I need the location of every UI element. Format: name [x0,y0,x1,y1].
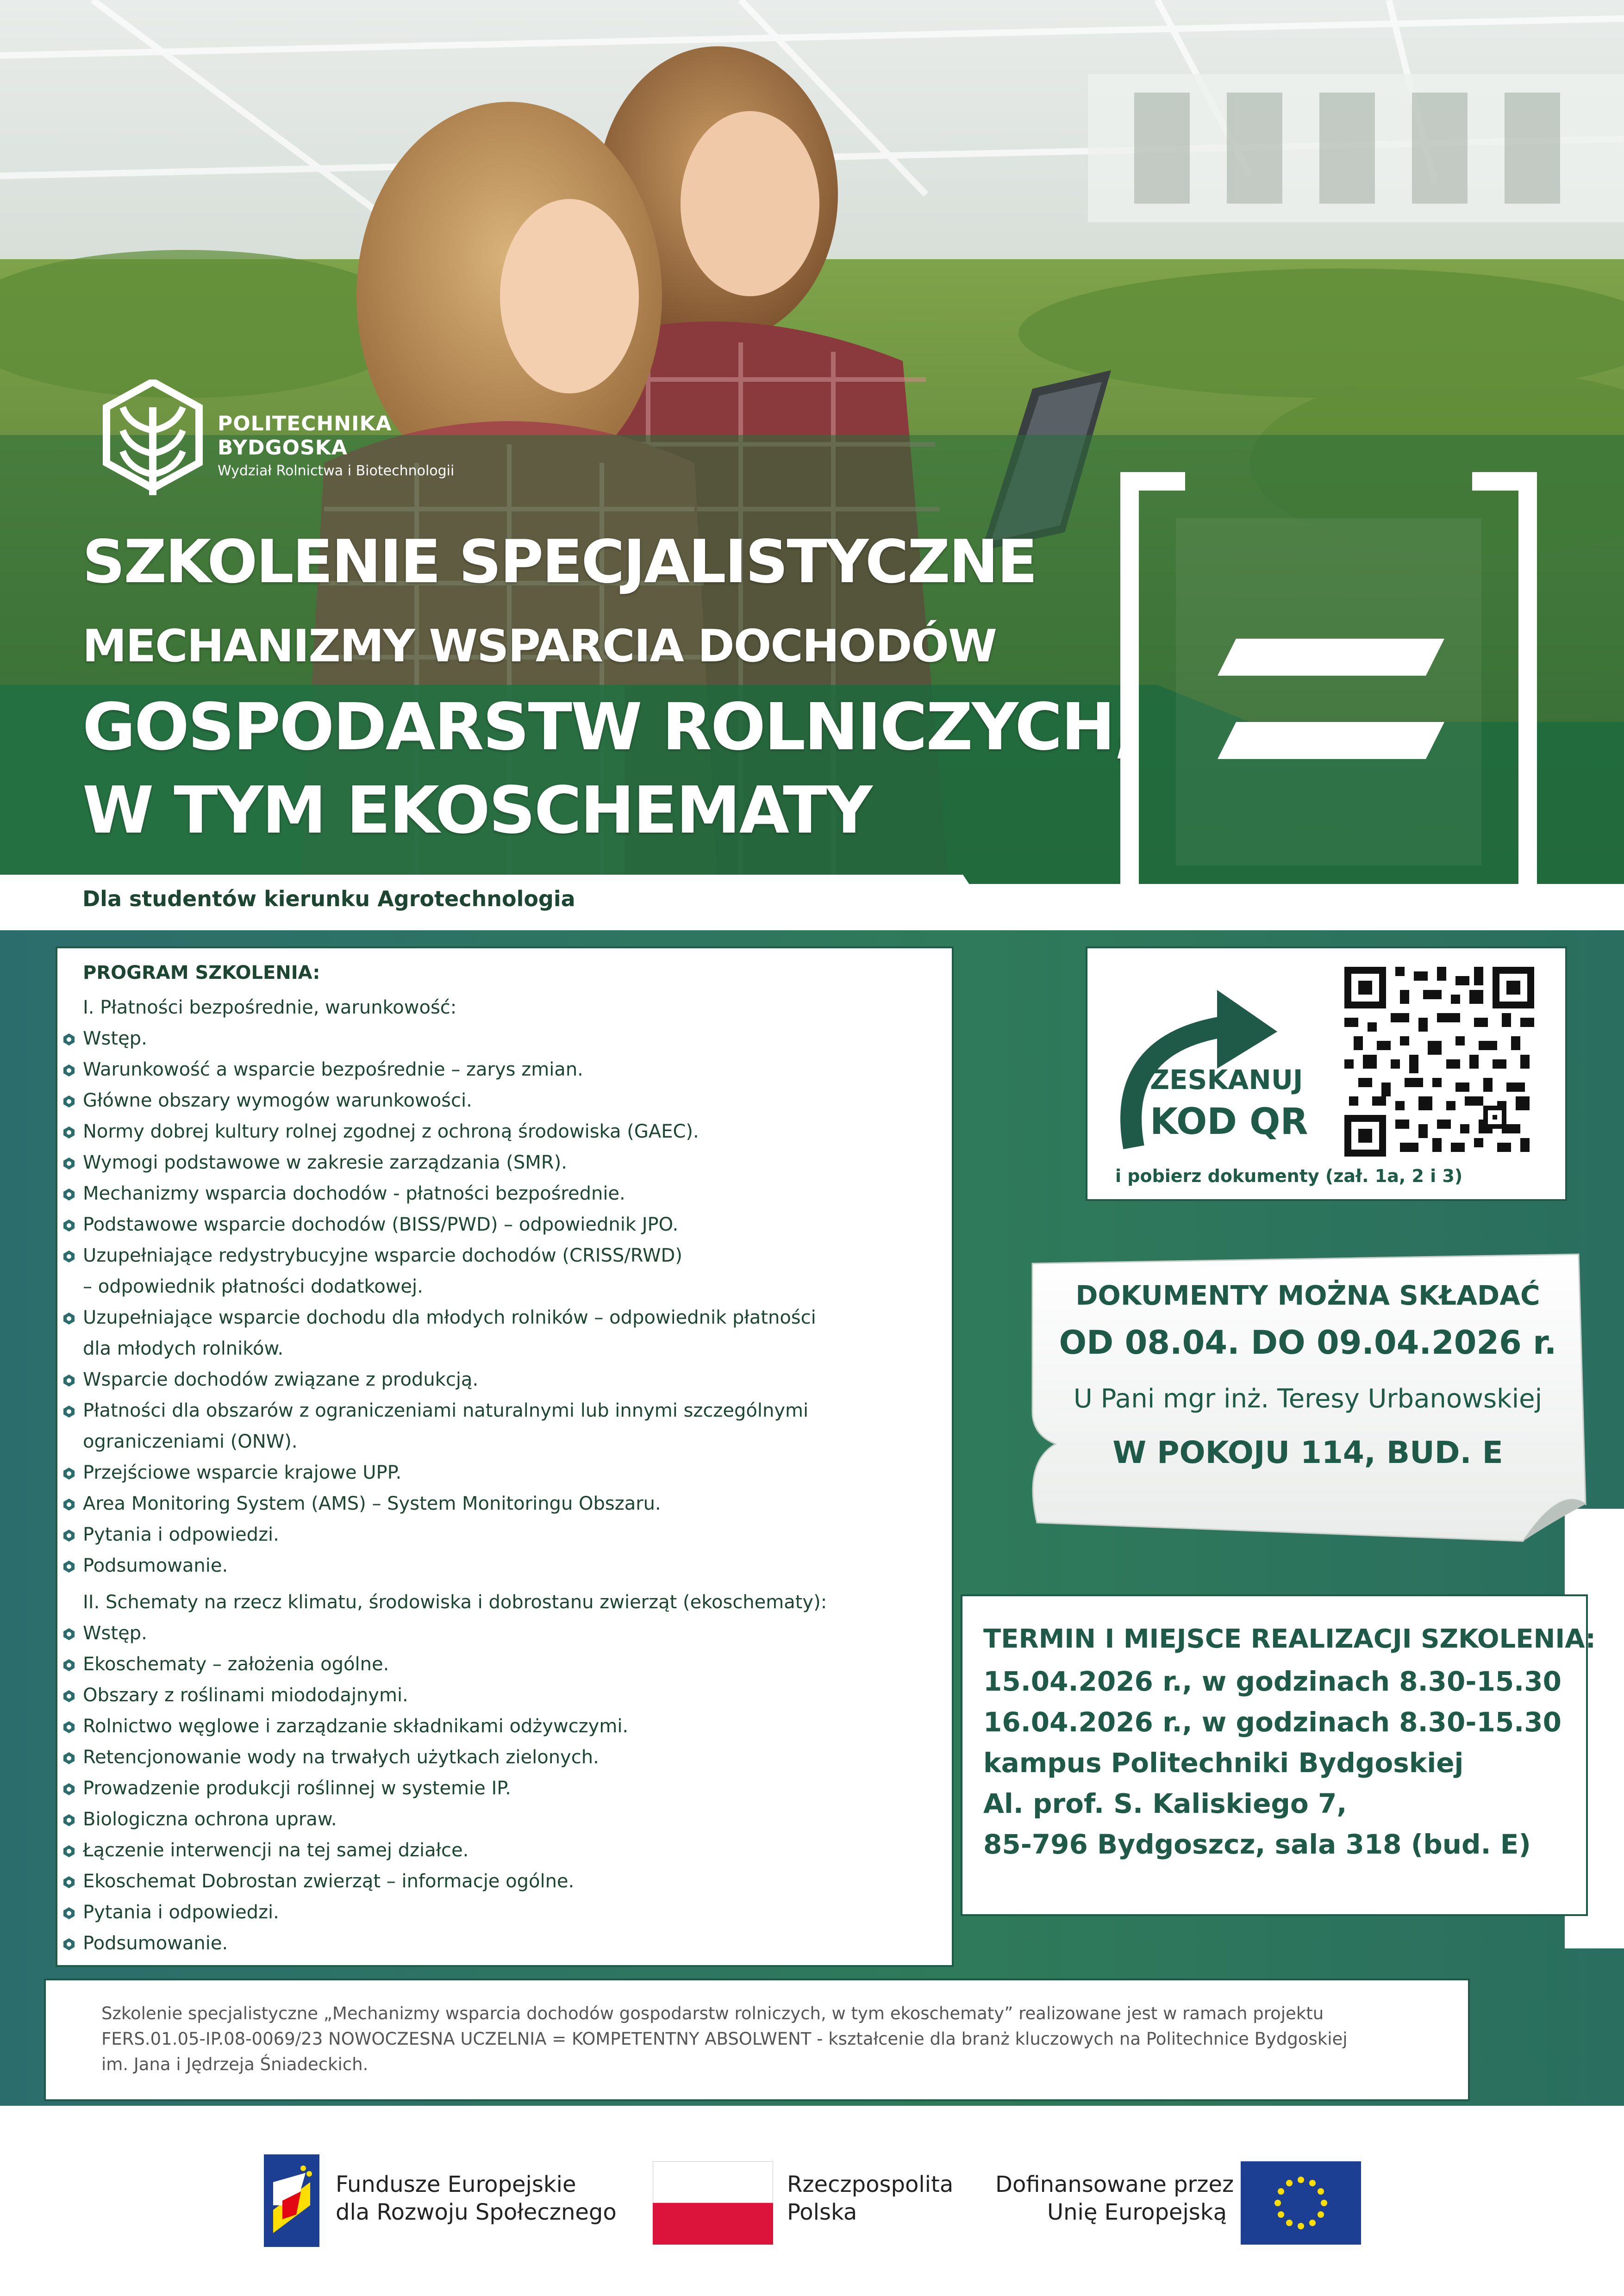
program-section-1: I. Płatności bezpośrednie, warunkowość: [83,997,457,1018]
list-item-text: dla młodych rolników. [83,1338,284,1359]
eu-funding-line-1: Dofinansowane przez [995,2172,1234,2197]
bullet-icon [62,1064,76,1077]
list-item-text: Prowadzenie produkcji roślinnej w systemie IP. [83,1778,511,1799]
program-list-1 [57,1023,937,1581]
documents-person: U Pani mgr inż. Teresy Urbanowskiej [1073,1384,1543,1414]
list-item [57,1457,937,1488]
list-item [57,1240,937,1271]
footnote-line-2: FERS.01.05-IP.08-0069/23 NOWOCZESNA UCZELNIA = KOMPETENTNY ABSOLWENT - kształcenie dla branż kluczowych na Politechnice Bydgoskiej [101,2029,1348,2049]
bullet-icon [62,1529,76,1543]
list-item-text: Obszary z roślinami miododajnymi. [83,1685,408,1706]
list-item [57,1302,937,1333]
list-item-text: Rolnictwo węglowe i zarządzanie składnikami odżywczymi. [83,1716,629,1737]
term-date-1: 15.04.2026 r., w godzinach 8.30-15.30 [983,1666,1562,1697]
bullet-icon [62,1095,76,1108]
title-line-4: W TYM EKOSCHEMATY [82,773,871,848]
program-panel [56,946,954,1967]
documents-heading: DOKUMENTY MOŻNA SKŁADAĆ [1075,1280,1540,1311]
download-documents-text: i pobierz dokumenty (zał. 1a, 2 i 3) [1115,1166,1463,1186]
eu-funding-line-2: Unię Europejską [1047,2199,1227,2225]
audience-text: Dla studentów kierunku Agrotechnologia [82,886,575,911]
list-item [57,1116,937,1147]
bullet-icon [62,1312,76,1325]
list-item [57,1054,937,1085]
list-item-text: Warunkowość a wsparcie bezpośrednie – zarys zmian. [83,1059,583,1080]
list-item-text: Retencjonowanie wody na trwałych użytkach zielonych. [83,1747,599,1768]
list-item-text: Podsumowanie. [83,1555,228,1576]
title-line-2: MECHANIZMY WSPARCIA DOCHODÓW [82,620,996,672]
bullet-icon [62,1813,76,1827]
list-item [57,1023,937,1054]
list-item-text: Area Monitoring System (AMS) – System Monitoringu Obszaru. [83,1493,661,1514]
faculty-name: Wydział Rolnictwa i Biotechnologii [218,463,455,479]
list-item-text: Pytania i odpowiedzi. [83,1524,279,1545]
bullet-icon [62,1498,76,1512]
european-funds-name [336,2171,617,2226]
list-item-continuation [57,1271,937,1302]
university-logo [102,380,518,500]
university-name-line1: POLITECHNIKA [218,412,392,436]
list-item-continuation [57,1333,937,1364]
eu-funding-text [995,2171,1234,2226]
list-item [57,1178,937,1209]
bullet-icon [62,1560,76,1574]
bullet-icon [62,1937,76,1951]
list-item-text: Podsumowanie. [83,1933,228,1954]
poland-line-2: Polska [787,2199,857,2225]
bullet-icon [62,1751,76,1765]
list-item-text: Wstęp. [83,1028,147,1049]
university-name-line2: BYDGOSKA [218,436,348,460]
list-item-text: Normy dobrej kultury rolnej zgodnej z ochroną środowiska (GAEC). [83,1121,699,1142]
eu-flag-icon [1241,2161,1361,2245]
scan-label: ZESKANUJ [1150,1064,1303,1095]
poland-name [787,2171,953,2226]
list-item-text: Łączenie interwencji na tej samej działce. [83,1840,469,1861]
bullet-icon [62,1405,76,1419]
documents-room: W POKOJU 114, BUD. E [1112,1435,1503,1470]
bullet-icon [62,1374,76,1388]
list-item-text: Płatności dla obszarów z ograniczeniami naturalnymi lub innymi szczególnymi [83,1400,809,1421]
bullet-icon [62,1627,76,1641]
list-item-text: Biologiczna ochrona upraw. [83,1809,337,1830]
bullet-icon [62,1250,76,1263]
bullet-icon [62,1219,76,1232]
documents-note [1023,1245,1593,1546]
bullet-icon [62,1875,76,1889]
title-line-3: GOSPODARSTW ROLNICZYCH, [82,690,1137,765]
list-item-text: Główne obszary wymogów warunkowości. [83,1090,472,1111]
bullet-icon [62,1782,76,1796]
program-heading: PROGRAM SZKOLENIA: [83,962,320,983]
program-items [57,992,937,1959]
european-funds-logo-icon [264,2154,319,2247]
list-item-continuation [57,1426,937,1457]
program-section-2: II. Schematy na rzecz klimatu, środowiska i dobrostanu zwierząt (ekoschematy): [83,1592,827,1613]
footnote-line-1: Szkolenie specjalistyczne „Mechanizmy wsparcia dochodów gospodarstw rolniczych, w tym ekoschematy” realizowane jest w ramach projektu [101,2004,1324,2023]
list-item-text: Ekoschematy – założenia ogólne. [83,1654,389,1675]
list-item [57,1085,937,1116]
documents-dates: OD 08.04. DO 09.04.2026 r. [1059,1324,1557,1362]
list-item [57,1488,937,1519]
list-item [57,1897,937,1928]
term-date-2: 16.04.2026 r., w godzinach 8.30-15.30 [983,1706,1562,1738]
european-funds-line-1: Fundusze Europejskie [336,2172,576,2197]
list-item [57,1680,937,1711]
list-item [57,1835,937,1866]
list-item-text: Mechanizmy wsparcia dochodów - płatności bezpośrednie. [83,1183,625,1204]
bullet-icon [62,1720,76,1734]
list-item-text: Uzupełniające redystrybucyjne wsparcie dochodów (CRISS/RWD) [83,1245,682,1266]
term-panel [961,1594,1596,1916]
list-item-text: Podstawowe wsparcie dochodów (BISS/PWD) – odpowiednik JPO. [83,1214,679,1235]
document-icon [1120,472,1537,912]
list-item [57,1866,937,1897]
list-item-text: Pytania i odpowiedzi. [83,1902,279,1923]
bullet-icon [62,1188,76,1201]
list-item-text: Wstęp. [83,1623,147,1644]
list-item [57,1804,937,1835]
term-place-2: Al. prof. S. Kaliskiego 7, [983,1788,1347,1819]
title-line-1: SZKOLENIE SPECJALISTYCZNE [82,528,1037,597]
list-item [57,1711,937,1742]
term-heading: TERMIN I MIEJSCE REALIZACJI SZKOLENIA: [983,1624,1596,1654]
bullet-icon [62,1844,76,1858]
list-item [57,1147,937,1178]
list-item [57,1364,937,1395]
scan-qr-label: KOD QR [1150,1101,1308,1143]
list-item [57,1618,937,1649]
footnote-line-3: im. Jana i Jędrzeja Śniadeckich. [101,2054,369,2074]
qr-panel [1086,946,1567,1201]
european-funds-line-2: dla Rozwoju Społecznego [336,2199,617,2225]
politechnika-logo-mark [102,380,204,500]
list-item-text: Uzupełniające wsparcie dochodu dla młodych rolników – odpowiednik płatności [83,1307,816,1328]
list-item [57,1519,937,1550]
list-item-text: Przejściowe wsparcie krajowe UPP. [83,1462,402,1483]
bullet-icon [62,1658,76,1672]
term-place-3: 85-796 Bydgoszcz, sala 318 (bud. E) [983,1829,1531,1860]
bullet-icon [62,1906,76,1920]
list-item [57,1773,937,1804]
qr-code[interactable] [1344,967,1534,1157]
list-item-text: Wymogi podstawowe w zakresie zarządzania (SMR). [83,1152,567,1173]
list-item-text: Ekoschemat Dobrostan zwierząt – informacje ogólne. [83,1871,575,1892]
bullet-icon [62,1689,76,1703]
list-item-text: – odpowiednik płatności dodatkowej. [83,1276,423,1297]
list-item [57,1395,937,1426]
list-item [57,1649,937,1680]
bullet-icon [62,1467,76,1481]
list-item [57,1928,937,1959]
term-place-1: kampus Politechniki Bydgoskiej [983,1747,1464,1779]
project-footnote [44,1979,1470,2101]
bullet-icon [62,1033,76,1046]
program-list-2 [57,1618,937,1959]
list-item-text: Wsparcie dochodów związane z produkcją. [83,1369,479,1390]
bullet-icon [62,1126,76,1139]
university-name [218,412,392,460]
funding-logos-bar [0,2106,1624,2296]
list-item [57,1209,937,1240]
bullet-icon [62,1157,76,1170]
polish-flag-icon [653,2161,773,2245]
list-item [57,1742,937,1773]
list-item-text: ograniczeniami (ONW). [83,1431,298,1452]
list-item [57,1550,937,1581]
poland-line-1: Rzeczpospolita [787,2172,954,2197]
